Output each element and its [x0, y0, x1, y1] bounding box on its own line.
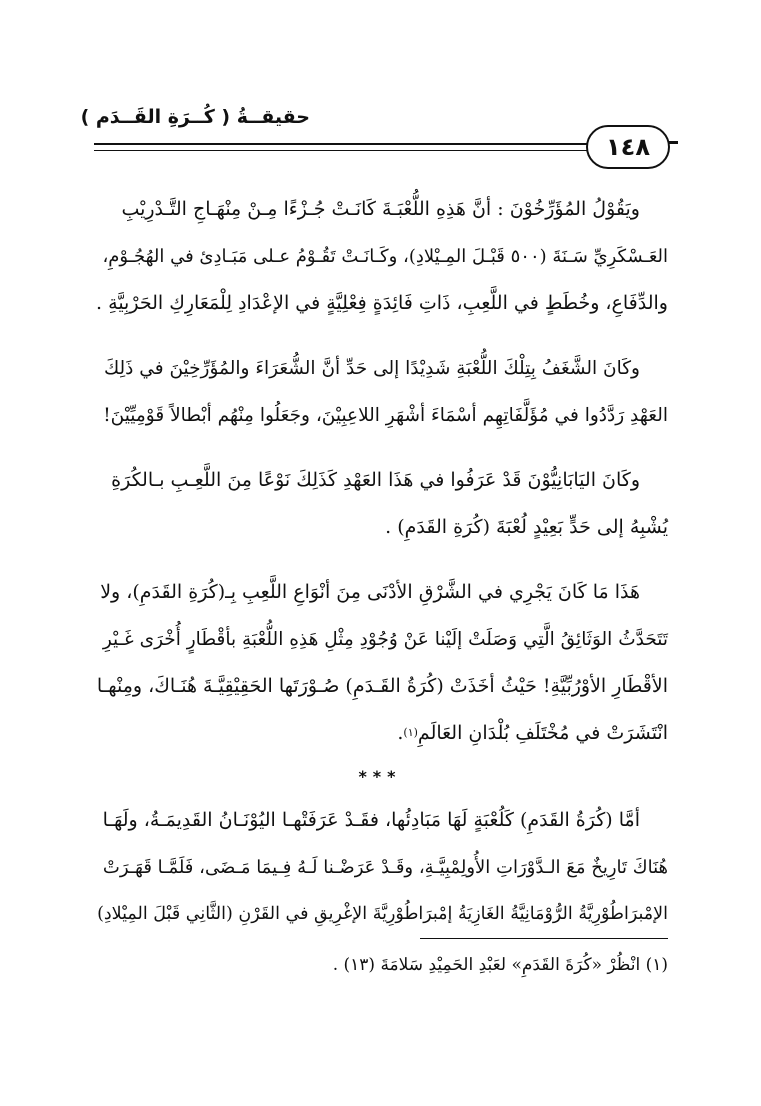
paragraph-1-line-1: ويَقُوْلُ المُؤَرِّخُوْنَ : أنَّ هَذِهِ اللُّعْبَـةَ كَانَـتْ جُـزْءًا مِـنْ مِنْهَـاجِ التَّـدْرِيْبِ: [121, 198, 640, 221]
paragraph-1-line-2: العَـسْكَرِيِّ سَـنَةَ (٥٠٠ قَبْـلَ المِـيْلادِ)، وكَـانَـتْ تَقُـوْمُ عـلى مَبَـادِئ في الهُجُـوْمِ،: [102, 246, 668, 267]
paragraph-1-line-3: والدِّفَاعِ، وخُطَطٍ في اللَّعِبِ، ذَاتِ فَائِدَةٍ فِعْلِيَّةٍ في الإعْدَادِ لِلْمَعَارِكِ الحَرْبِيَّةِ .: [96, 292, 668, 315]
paragraph-3-line-1: وكَانَ اليَابَانِيُّوْنَ قَدْ عَرَفُوا في هَذَا العَهْدِ كَذَلِكَ نَوْعًا مِنَ اللَّعِـبِ بـالكُرَةِ: [111, 469, 640, 492]
header-rule: [94, 143, 594, 145]
paragraph-4-line-4: [92, 710, 668, 757]
footnote: (١) انْظُرْ «كُرَةَ القَدَمِ» لعَبْدِ الحَمِيْدِ سَلامَةَ (١٣) .: [332, 955, 668, 975]
header-rule-thin: [94, 150, 594, 151]
paragraph-4-line-2: تَتَحَدَّثُ الوَثَائِقُ الَّتِي وَصَلَتْ إلَيْنا عَنْ وُجُوْدِ مِثْلِ هَذِهِ اللُّعْبَةِ بأقْطَارٍ أُخْرَى غَـيْرِ: [102, 628, 668, 650]
paragraph-4-line-4-text: انْتَشَرَتْ في مُخْتَلَفِ بُلْدَانِ العَالَمِ: [417, 722, 668, 745]
body-text: [92, 186, 668, 938]
paragraph-4-line-3: الأقْطَارِ الأوْرُبِّيَّةِ! حَيْثُ أخَذَتْ (كُرَةُ القَـدَمِ) صُـوْرَتَها الحَقِيْقِيَّـةَ هُنَـاكَ، ومِنْهـا: [96, 675, 668, 698]
paragraph-5-line-3: الإمْبرَاطُوْرِيَّةُ الرُّوْمَانِيَّةُ الغَازِيَةُ إمْبرَاطُوْرِيَّةَ الإغْرِيقِ في القَرْنِ (الثَّانِي قَبْلَ المِيْلادِ): [97, 904, 668, 925]
footnote-rule: [420, 938, 668, 939]
page-number-text: ١٤٨: [606, 133, 650, 161]
page-number: [586, 125, 670, 169]
paragraph-4-line-1: هَذَا مَا كَانَ يَجْرِي في الشَّرْقِ الأدْنَى مِنَ أنْوَاعِ اللَّعِبِ بِـ(كُرَةِ القَدَمِ)، ولا: [100, 581, 640, 604]
section-separator: ***: [358, 767, 402, 786]
paragraph-3-line-2: يُشْبِهُ إلى حَدٍّ بَعِيْدٍ لُعْبَةَ (كُرَةِ القَدَمِ) .: [385, 516, 668, 539]
footnote-reference[interactable]: (١): [403, 726, 418, 740]
paragraph-5-line-1: أمَّا (كُرَةُ القَدَمِ) كَلُعْبَةٍ لَهَا مَبَادِئُها، فقَـدْ عَرَفَتْهـا اليُوْنَـانُ القَدِيمَـةُ، ولَهَـا: [102, 809, 640, 832]
running-title: حقيقــةُ ( كُــرَةِ القَــدَم ): [80, 106, 310, 128]
paragraph-4-end: .: [397, 722, 404, 745]
paragraph-2-line-2: العَهْدِ رَدَّدُوا في مُؤَلَّفَاتِهِم أسْمَاءَ أشْهَرِ اللاعِبِيْنَ، وجَعَلُوا مِنْهُم أبْطالاً قَوْمِيِّيْنَ!: [103, 404, 668, 426]
paragraph-5-line-2: هُنَاكَ تَارِيخٌ مَعَ الـدَّوْرَاتِ الأُولِمْبِيَّـةِ، وقَـدْ عَرَضْـنا لَـهُ فِـيمَا مَـضَى، فَلَمَّـا قَهَـرَتْ: [102, 857, 668, 878]
paragraph-2-line-1: وكَانَ الشَّغَفُ بِتِلْكَ اللُّعْبَةِ شَدِيْدًا إلى حَدِّ أنَّ الشُّعَرَاءَ والمُؤَرِّخِيْنَ في ذَلِكَ: [103, 357, 640, 379]
